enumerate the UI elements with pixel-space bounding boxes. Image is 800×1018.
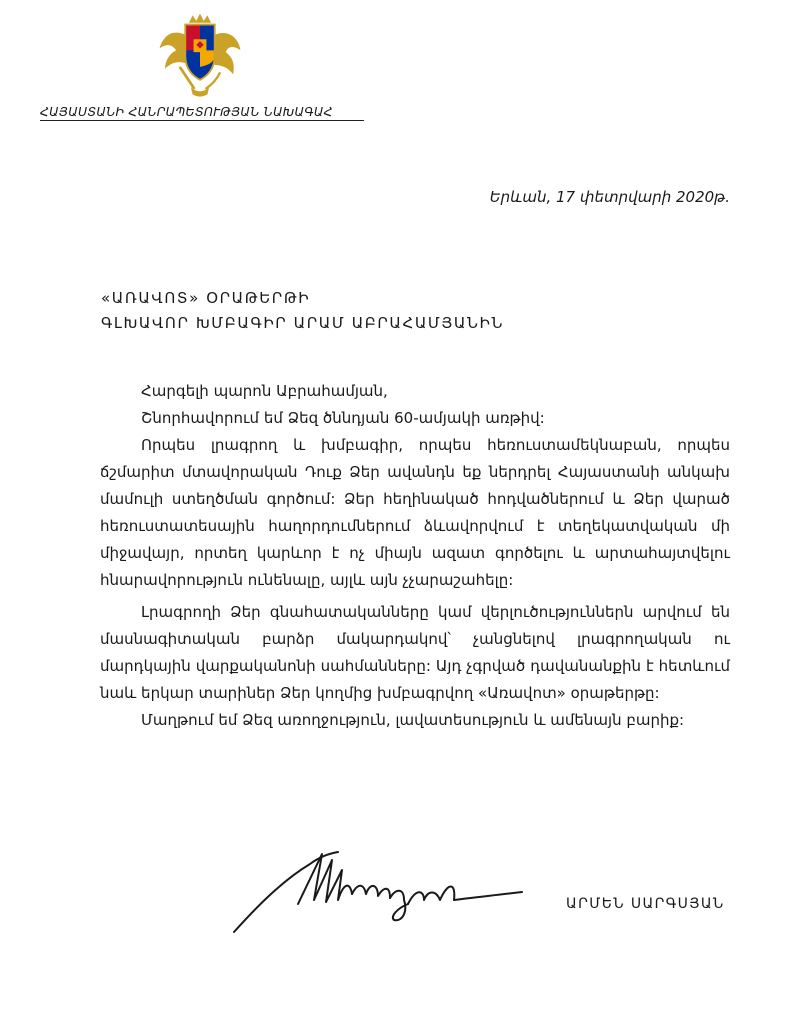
letter-body <box>100 378 730 734</box>
body-paragraph-2: Լրագրողի Ձեր գնահատականները կամ վերլուծություններն արվում են մասնագիտական բարձր մակարդակով՝ չանցնելով լրագրողական ու մարդկային վարքականոնի սահմանները: Այդ չգրված դավանանքին է հետևում նաև երկար տարիներ Ձեր կողմից խմբագրվող «Առավոտ» օրաթերթը: <box>100 603 730 702</box>
handwritten-signature-icon <box>228 842 528 942</box>
office-name: ՀԱՅԱՍՏԱՆԻ ՀԱՆՐԱՊԵՏՈՒԹՅԱՆ ՆԱԽԱԳԱՀ <box>40 104 364 121</box>
congratulation-line: Շնորհավորում եմ Ձեզ ծննդյան 60-ամյակի առթիվ: <box>141 409 545 427</box>
addressee-person: ԳԼԽԱՎՈՐ ԽՄԲԱԳԻՐ ԱՐԱՄ ԱԲՐԱՀԱՄՅԱՆԻՆ <box>101 314 505 332</box>
signer-name: ԱՐՄԵՆ ՍԱՐԳՍՅԱՆ <box>566 896 725 912</box>
coat-of-arms-icon <box>154 8 246 100</box>
body-paragraph-1: Որպես լրագրող և խմբագիր, որպես հեռուստամեկնաբան, որպես ճշմարիտ մտավորական Դուք Ձեր ավանդն եք ներդրել Հայաստանի անկախ մամուլի ստեղծման գործում: Ձեր հեղինակած հոդվածներում և Ձեր վարած հեռուստատեսային հաղորդումներում ձևավորվում է տեղեկատվական մի միջավայր, որտեղ կարևոր է ոչ միայն ազատ գործելու և արտահայտվելու հնարավորություն ունենալը, այլև այն չչարաշահելը: <box>100 436 730 589</box>
addressee-newspaper: «ԱՌԱՎՈՏ» ՕՐԱԹԵՐԹԻ <box>101 289 311 307</box>
closing-wish: Մաղթում եմ Ձեզ առողջություն, լավատեսություն և ամենայն բարիք: <box>141 711 685 729</box>
salutation: Հարգելի պարոն Աբրահամյան, <box>141 382 388 400</box>
date-line: Երևան, 17 փետրվարի 2020թ. <box>489 188 730 206</box>
